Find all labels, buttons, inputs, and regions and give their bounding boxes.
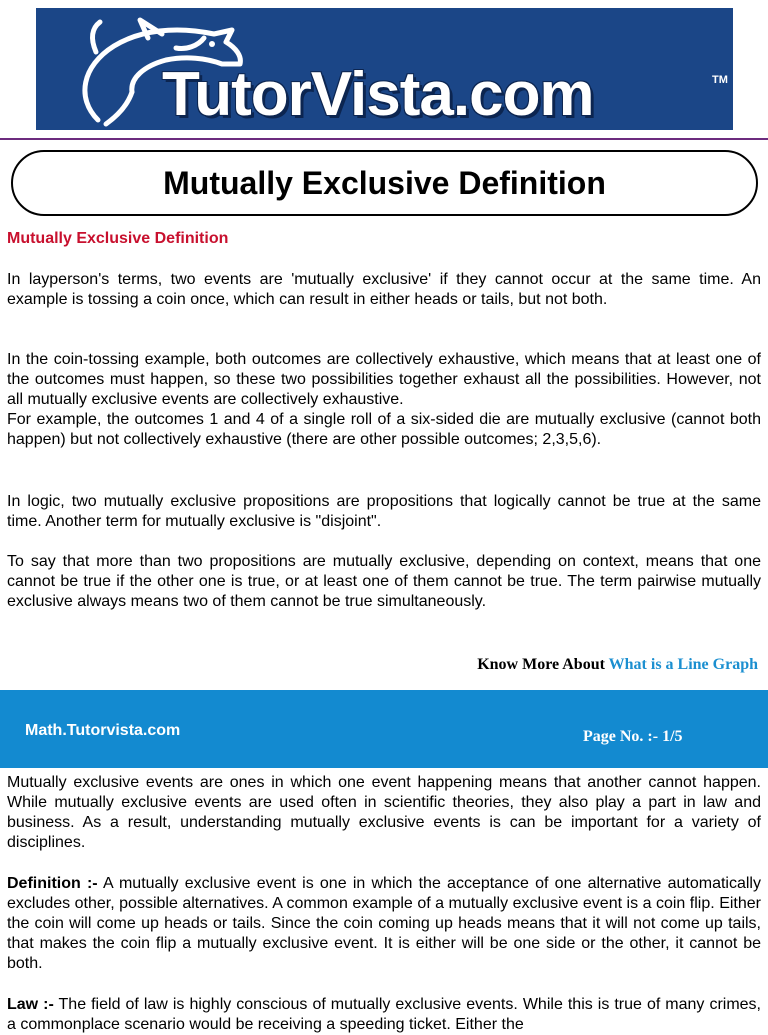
definition-label: Definition :- (7, 875, 98, 892)
footer-site-link[interactable]: Math.Tutorvista.com (25, 722, 181, 739)
law-text: The field of law is highly conscious of mutually exclusive events. While this is true of many crimes, a commonplace scenario would be receiving a speeding ticket. Either the (7, 996, 762, 1033)
definition-paragraph (7, 874, 761, 974)
header-banner (36, 8, 733, 130)
logo-text: TutorVista.com (162, 60, 594, 129)
page-title: Mutually Exclusive Definition (163, 165, 606, 201)
section-heading: Mutually Exclusive Definition (7, 230, 229, 247)
line-graph-link[interactable]: What is a Line Graph (608, 656, 758, 673)
page-number: Page No. :- 1/5 (583, 728, 683, 745)
title-box (11, 150, 758, 216)
paragraph-1: In layperson's terms, two events are 'mutually exclusive' if they cannot occur at the same time. An example is tossing a coin once, which can result in either heads or tails, but not both. (7, 271, 761, 308)
know-more-prefix: Know More About (477, 656, 605, 673)
header-divider (0, 138, 768, 140)
paragraph-5: To say that more than two propositions are mutually exclusive, depending on context, means that one cannot be true if the other one is true, or at least one of them cannot be true. The term pairwise mutually exclusive always means two of them cannot be true simultaneously. (7, 553, 761, 610)
definition-text: A mutually exclusive event is one in which the acceptance of one alternative automatically excludes other, possible alternatives. A common example of a mutually exclusive event is a coin flip. Either the coin will come up heads or tails. Since the coin coming up heads means that it will not come up tails, that makes the coin flip a mutually exclusive event. It is either will be one side or the other, it cannot be both. (7, 875, 761, 972)
intro-paragraph: Mutually exclusive events are ones in which one event happening means that another cannot happen. While mutually exclusive events are used often in scientific theories, they also play a part in law and business. As a result, understanding mutually exclusive events is can be important for a variety of disciplines. (7, 774, 761, 851)
logo-trademark: TM (712, 74, 728, 86)
law-label: Law :- (7, 996, 54, 1013)
page-footer (0, 690, 768, 768)
law-paragraph (7, 995, 761, 1035)
know-more-line (477, 656, 758, 674)
paragraph-3: For example, the outcomes 1 and 4 of a single roll of a six-sided die are mutually exclusive (cannot both happen) but not collectively exhaustive (there are other possible outcomes; 2,3,5,6). (7, 411, 761, 448)
paragraph-4: In logic, two mutually exclusive propositions are propositions that logically cannot be true at the same time. Another term for mutually exclusive is "disjoint". (7, 493, 761, 530)
paragraph-2: In the coin-tossing example, both outcomes are collectively exhaustive, which means that at least one of the outcomes must happen, so these two possibilities together exhaust all the possibilities. However, not all mutually exclusive events are collectively exhaustive. (7, 351, 761, 408)
